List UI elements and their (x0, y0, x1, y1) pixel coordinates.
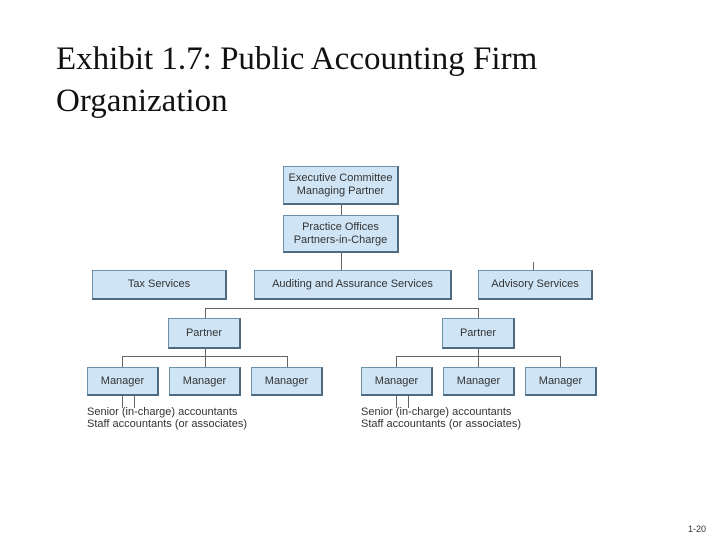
manager-box-left-2 (169, 367, 241, 396)
manager-box-right-1 (361, 367, 433, 396)
practice-offices-label: Practice Offices (302, 220, 379, 233)
practice-offices-box (283, 215, 399, 253)
staff-note-right (361, 406, 521, 430)
auditing-assurance-label: Auditing and Assurance Services (272, 278, 433, 290)
manager-label: Manager (182, 374, 227, 387)
connector-exec-practice (341, 205, 342, 215)
connector-bar-partner-right (478, 308, 479, 318)
connector-manager-left-2 (205, 356, 206, 367)
senior-accountants-label: Senior (in-charge) accountants (361, 406, 512, 418)
tax-services-box (92, 270, 227, 300)
connector-manager-right-1 (396, 356, 397, 367)
connector-manager-right-2 (478, 356, 479, 367)
page-number: 1-20 (687, 524, 706, 534)
staff-accountants-label: Staff accountants (or associates) (87, 418, 247, 430)
connector-partner-left-down (205, 349, 206, 356)
senior-accountants-label: Senior (in-charge) accountants (87, 406, 238, 418)
manager-box-left-1 (87, 367, 159, 396)
tax-services-label: Tax Services (127, 278, 191, 290)
connector-bar-partner-left (205, 308, 206, 318)
manager-label: Manager (100, 374, 145, 387)
partner-box-left (168, 318, 241, 349)
manager-box-right-3 (525, 367, 597, 396)
executive-committee-label: Executive Committee (288, 172, 393, 184)
connector-manager-left-1 (122, 356, 123, 367)
staff-accountants-label: Staff accountants (or associates) (361, 418, 521, 430)
manager-box-right-2 (443, 367, 515, 396)
connector-advisory-stub (533, 262, 534, 270)
connector-manager-right-3 (560, 356, 561, 367)
advisory-services-box (478, 270, 593, 300)
manager-label: Manager (374, 374, 419, 387)
partners-in-charge-label: Partners-in-Charge (293, 233, 388, 246)
managing-partner-label: Managing Partner (296, 185, 385, 197)
partner-label-left: Partner (185, 326, 223, 339)
manager-label: Manager (264, 374, 309, 387)
staff-note-left (87, 406, 247, 430)
manager-label: Manager (538, 374, 583, 387)
connector-partner-right-down (478, 349, 479, 356)
auditing-assurance-box (254, 270, 452, 300)
manager-label: Manager (456, 374, 501, 387)
connector-practice-audit (341, 253, 342, 270)
partner-box-right (442, 318, 515, 349)
manager-box-left-3 (251, 367, 323, 396)
advisory-services-label: Advisory Services (491, 278, 579, 290)
connector-division-bar (205, 308, 478, 309)
executive-committee-box (283, 166, 399, 205)
partner-label-right: Partner (459, 326, 497, 339)
slide-title-line-2: Organization (56, 83, 228, 119)
connector-manager-left-3 (287, 356, 288, 367)
slide-title-line-1: Exhibit 1.7: Public Accounting Firm (56, 41, 538, 77)
